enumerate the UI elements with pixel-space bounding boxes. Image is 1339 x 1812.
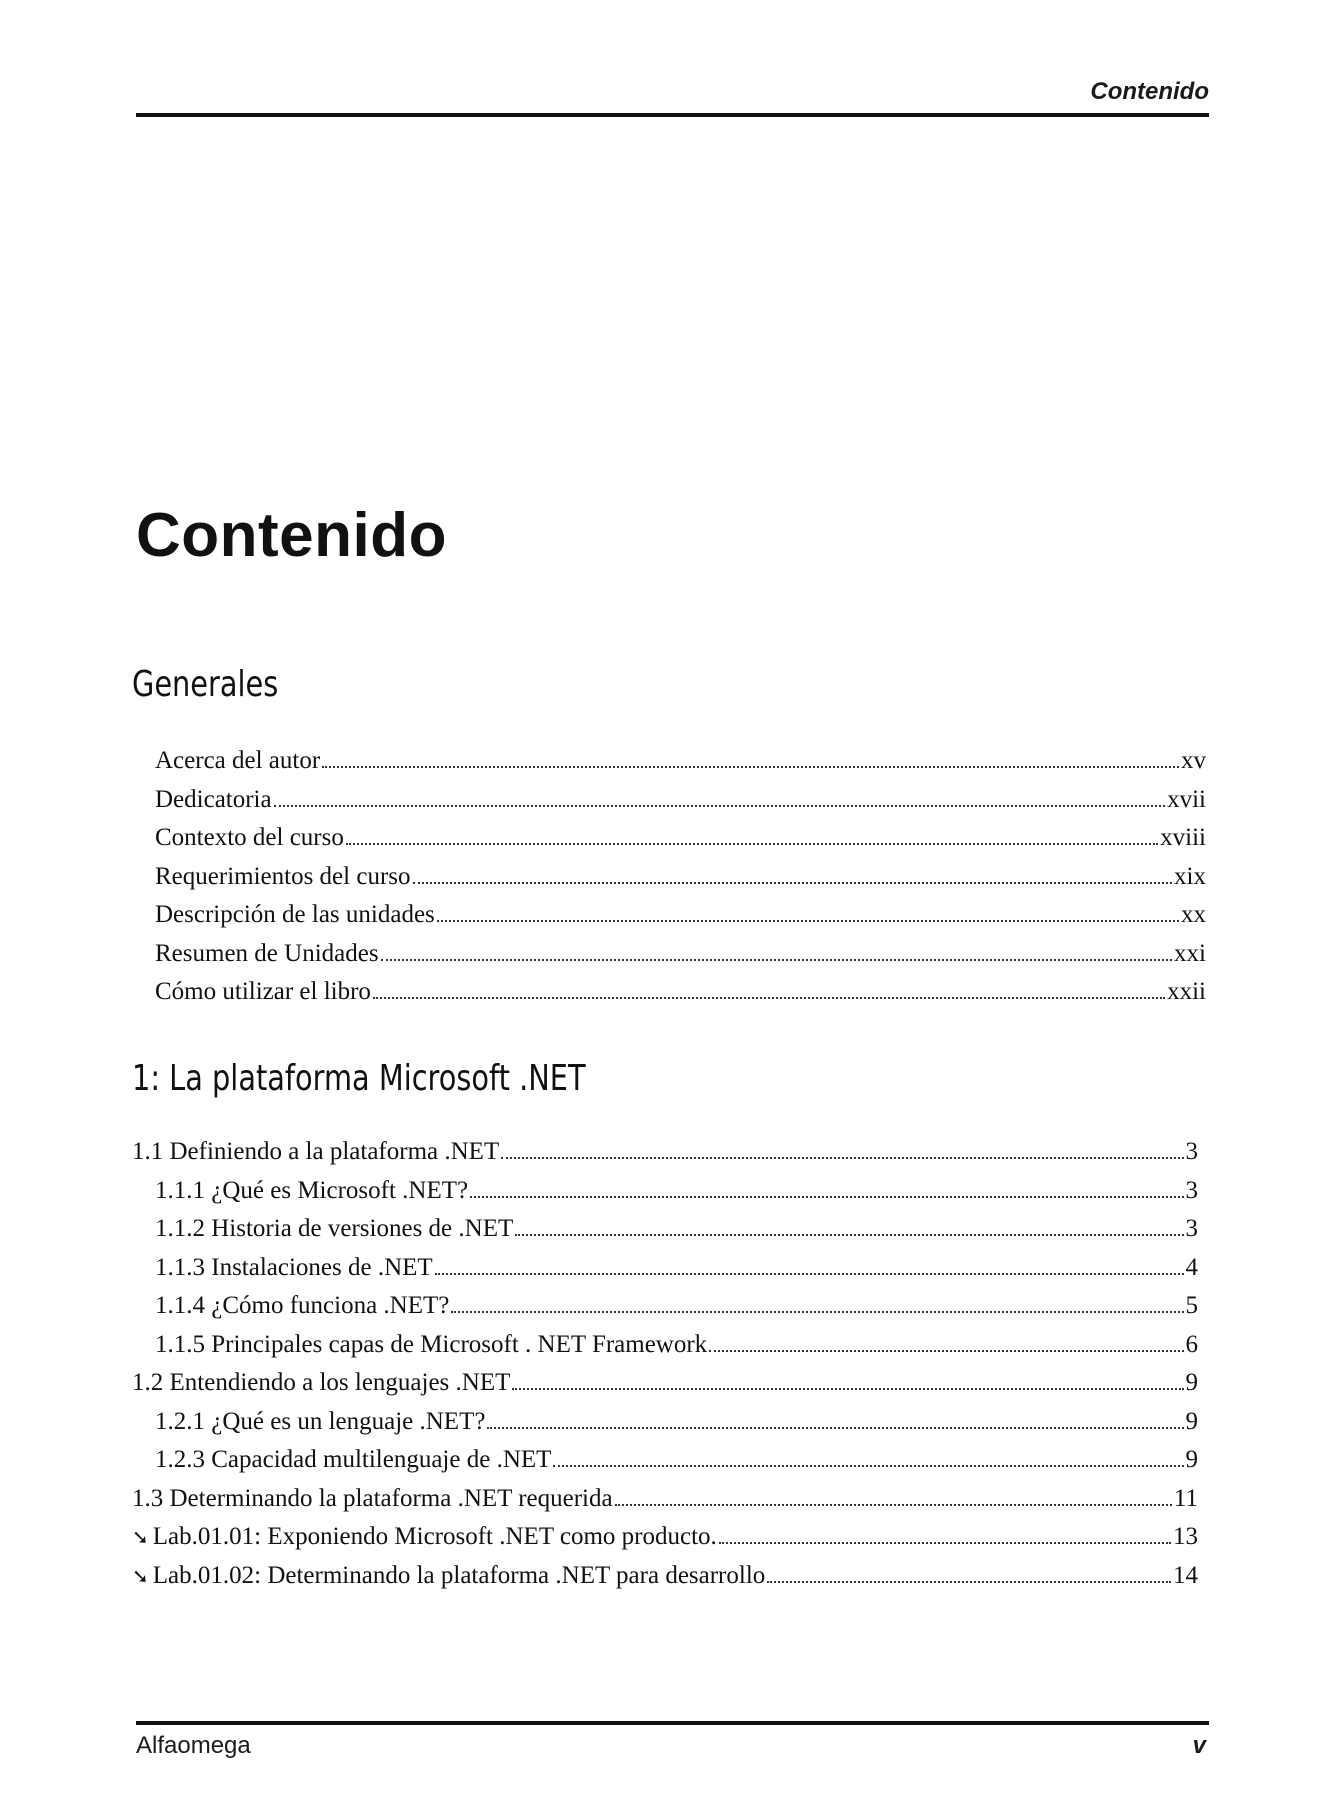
toc-entry-label xyxy=(155,819,344,857)
toc-entry xyxy=(132,1480,1198,1518)
header-rule xyxy=(136,113,1209,117)
toc-entry xyxy=(132,1364,1198,1402)
toc-entry-page: 9 xyxy=(1185,1446,1198,1473)
footer-publisher: Alfaomega xyxy=(136,1732,251,1759)
toc-dot-leader xyxy=(512,1388,1183,1390)
toc-dot-leader xyxy=(437,920,1179,922)
toc-entry-label xyxy=(155,1441,551,1479)
toc-entry-page: 9 xyxy=(1185,1369,1198,1396)
toc-entry xyxy=(155,1210,1198,1248)
toc-entry xyxy=(132,1518,1198,1556)
toc-entry xyxy=(155,1172,1198,1210)
toc-dot-leader xyxy=(553,1465,1183,1467)
toc-entry xyxy=(132,1133,1198,1171)
toc-entry xyxy=(155,819,1206,857)
lab-arrow-icon: ➘ xyxy=(132,1525,149,1549)
footer-rule xyxy=(136,1721,1209,1725)
toc-entry-page: xvii xyxy=(1167,785,1206,813)
toc-entry-text: 1.1.1 ¿Qué es Microsoft .NET? xyxy=(155,1176,469,1204)
toc-entry-page: xx xyxy=(1181,901,1206,928)
toc-entry-page: xv xyxy=(1181,747,1206,774)
toc-entry-page: 3 xyxy=(1185,1138,1198,1165)
toc-dot-leader xyxy=(451,1311,1183,1313)
toc-dot-leader xyxy=(487,1427,1183,1429)
toc-entry-text: Cómo utilizar el libro xyxy=(155,978,371,1005)
toc-entry-label xyxy=(132,1557,765,1595)
toc-entry-text: 1.1.2 Historia de versiones de .NET xyxy=(155,1215,514,1242)
section-heading-generales: Generales xyxy=(132,664,279,705)
toc-entry-label xyxy=(132,1364,510,1402)
toc-entry-text: Lab.01.01: Exponiendo Microsoft .NET como producto. xyxy=(152,1523,717,1550)
toc-entry-label xyxy=(132,1518,717,1556)
toc-entry-label xyxy=(155,1210,513,1248)
toc-entry-label xyxy=(155,896,435,934)
toc-entry-page: xxii xyxy=(1167,978,1206,1005)
toc-dot-leader xyxy=(470,1196,1183,1198)
toc-dot-leader xyxy=(767,1581,1171,1583)
toc-entry-text: Requerimientos del curso xyxy=(155,862,411,890)
toc-entry-label xyxy=(155,781,272,819)
toc-entry xyxy=(155,973,1206,1011)
toc-entry-page: 9 xyxy=(1185,1407,1198,1435)
toc-entry-text: 1.2.3 Capacidad multilenguaje de .NET xyxy=(155,1446,552,1473)
toc-entry-label xyxy=(155,1403,485,1441)
toc-dot-leader xyxy=(719,1542,1171,1544)
toc-entry xyxy=(132,1557,1198,1595)
page-title: Contenido xyxy=(136,501,447,570)
toc-entry-page: 13 xyxy=(1173,1523,1198,1550)
toc-dot-leader xyxy=(373,997,1165,999)
section-heading-unit1: 1: La plataforma Microsoft .NET xyxy=(132,1058,586,1099)
toc-entry-text: 1.1.3 Instalaciones de .NET xyxy=(155,1253,433,1281)
toc-entry-label xyxy=(155,1249,433,1287)
toc-entry-text: 1.2.1 ¿Qué es un lenguaje .NET? xyxy=(155,1407,486,1435)
toc-entry-label xyxy=(155,935,379,973)
toc-dot-leader xyxy=(435,1273,1184,1275)
toc-entry-text: Lab.01.02: Determinando la plataforma .NET para desarrollo xyxy=(152,1561,766,1589)
toc-entry-page: xix xyxy=(1174,862,1206,890)
toc-entry-text: 1.1 Definiendo a la plataforma .NET xyxy=(132,1138,500,1165)
toc-entry-page: 11 xyxy=(1173,1484,1198,1512)
toc-entry-label xyxy=(155,1172,468,1210)
toc-entry xyxy=(155,935,1206,973)
toc-entry-page: 4 xyxy=(1185,1253,1198,1281)
toc-entry-page: 5 xyxy=(1185,1292,1198,1319)
toc-entry xyxy=(155,1326,1198,1364)
toc-entry xyxy=(155,742,1206,780)
toc-entry xyxy=(155,858,1206,896)
toc-dot-leader xyxy=(709,1350,1183,1352)
toc-entry-page: 6 xyxy=(1185,1330,1198,1358)
toc-dot-leader xyxy=(413,882,1173,884)
toc-entry-page: 3 xyxy=(1185,1215,1198,1242)
toc-dot-leader xyxy=(346,843,1158,845)
toc-entry xyxy=(155,1249,1198,1287)
toc-entry xyxy=(155,896,1206,934)
toc-entry-page: xviii xyxy=(1160,824,1206,851)
toc-dot-leader xyxy=(274,805,1165,807)
toc-entry-label xyxy=(155,742,320,780)
toc-entry-text: Descripción de las unidades xyxy=(155,901,435,928)
toc-entry xyxy=(155,1441,1198,1479)
toc-dot-leader xyxy=(381,959,1172,961)
toc-entry-label xyxy=(155,973,371,1011)
toc-entry-text: Dedicatoria xyxy=(155,785,272,813)
toc-entry-label xyxy=(155,1326,707,1364)
toc-entry-text: 1.1.5 Principales capas de Microsoft . NET Framework xyxy=(155,1330,708,1358)
lab-arrow-icon: ➘ xyxy=(132,1563,149,1588)
running-head: Contenido xyxy=(1090,78,1209,105)
toc-entry xyxy=(155,1287,1198,1325)
toc-dot-leader xyxy=(501,1157,1183,1159)
toc-entry-label xyxy=(132,1133,499,1171)
toc-entry-text: Resumen de Unidades xyxy=(155,939,379,967)
toc-dot-leader xyxy=(615,1504,1172,1506)
toc-entry-text: Acerca del autor xyxy=(155,747,321,774)
toc-dot-leader xyxy=(322,766,1179,768)
toc-entry-page: xxi xyxy=(1174,939,1206,967)
toc-entry xyxy=(155,781,1206,819)
toc-entry-text: 1.3 Determinando la plataforma .NET requerida xyxy=(132,1484,613,1512)
toc-dot-leader xyxy=(515,1234,1183,1236)
footer-page-number: v xyxy=(1192,1732,1206,1759)
toc-entry-label xyxy=(155,1287,449,1325)
toc-entry-text: 1.1.4 ¿Cómo funciona .NET? xyxy=(155,1292,450,1319)
toc-entry-label xyxy=(132,1480,613,1518)
toc-entry-page: 14 xyxy=(1173,1561,1198,1589)
toc-entry xyxy=(155,1403,1198,1441)
toc-entry-page: 3 xyxy=(1185,1176,1198,1204)
toc-entry-text: Contexto del curso xyxy=(155,824,344,851)
toc-entry-label xyxy=(155,858,411,896)
toc-entry-text: 1.2 Entendiendo a los lenguajes .NET xyxy=(132,1369,511,1396)
